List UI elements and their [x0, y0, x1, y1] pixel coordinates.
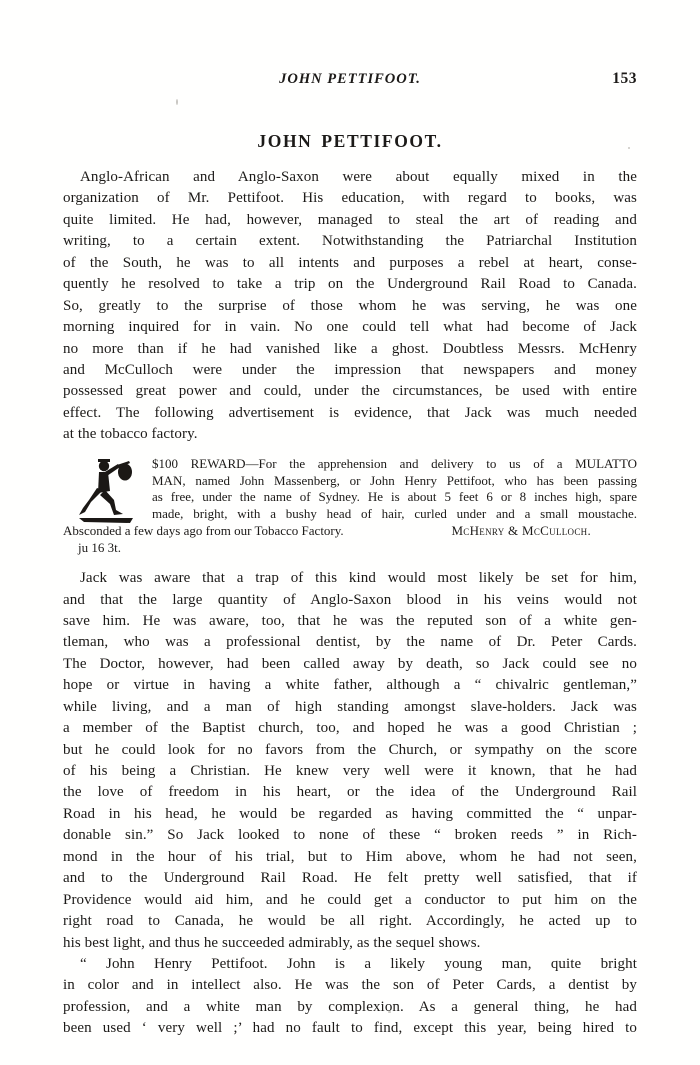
- text-line: profession, and a white man by complexion. As a general thing, he had: [63, 998, 637, 1015]
- text-line: and that the large quantity of Anglo-Saxon blood in his veins would not: [63, 591, 637, 608]
- ad-text-line: as free, under the name of Sydney. He is about 5 feet 6 or 8 inches high, spare: [152, 489, 637, 505]
- text-line: save him. He was aware, too, that he was the reputed son of a white gen-: [63, 612, 637, 629]
- paragraph-2-lines: [63, 568, 637, 932]
- ad-dateline: ju 16 3t.: [78, 540, 121, 556]
- paragraph-1-last-line: at the tobacco factory.: [63, 426, 198, 443]
- text-line: organization of Mr. Pettifoot. His education, with regard to books, was: [63, 190, 637, 207]
- text-line: while living, and a man of high standing amongst slave-holders. Jack was: [63, 698, 637, 715]
- paragraph-1: [63, 167, 637, 446]
- text-line: donable sin.” So Jack looked to none of these “ broken reeds ” in Rich-: [63, 827, 637, 844]
- text-line: mond in the hour of his trial, but to Him above, whom he had not seen,: [63, 848, 637, 865]
- text-line: Jack was aware that a trap of this kind would most likely be set for him,: [80, 570, 637, 587]
- text-line: no more than if he had vanished like a ghost. Doubtless Messrs. McHenry: [63, 340, 637, 357]
- text-line: in color and in intellect also. He was the son of Peter Cards, a dentist by: [63, 977, 637, 994]
- text-line: and to the Underground Rail Road. He felt pretty well satisfied, that if: [63, 870, 637, 887]
- text-line: quently he resolved to take a trip on the Underground Rail Road to Canada.: [63, 276, 637, 293]
- text-line: a member of the Baptist church, too, and hoped he was a good Christian ;: [63, 720, 637, 737]
- running-header-title: JOHN PETTIFOOT.: [279, 71, 421, 87]
- runaway-figure-icon: [73, 457, 149, 525]
- text-line: tleman, who was a professional dentist, by the name of Dr. Peter Cards.: [63, 634, 637, 651]
- text-line: morning inquired for in vain. No one could tell what had become of Jack: [63, 319, 637, 336]
- page-number: 153: [612, 70, 637, 87]
- text-line: The Doctor, however, had been called away by death, so Jack could see no: [63, 655, 637, 672]
- paragraph-2: [63, 568, 637, 954]
- text-line: of his being a Christian. He knew very well were it known, that he had: [63, 763, 637, 779]
- ad-signature: McHenry & McCulloch.: [451, 523, 591, 539]
- text-line: been used ‘ very well ;’ had no fault to find, except this year, being hired to: [63, 1020, 637, 1037]
- ad-text-line: made, bright, with a bushy head of hair, curled under and a small moustache.: [152, 506, 637, 522]
- text-line: hope or virtue in having a white father, although a “ chivalric gentleman,”: [63, 677, 637, 694]
- paragraph-3-lines: [63, 954, 637, 1040]
- text-line: but he could look for no favors from the Church, or sympathy on the score: [63, 741, 637, 758]
- text-line: possessed great power and could, under the circumstances, be used with entire: [63, 383, 637, 400]
- ad-absconded-text: Absconded a few days ago from our Tobacco Factory.: [63, 523, 344, 539]
- ad-text-line: $100 REWARD—For the apprehension and delivery to us of a MULATTO: [152, 455, 637, 471]
- text-line: Anglo-African and Anglo-Saxon were about equally mixed in the: [80, 169, 637, 185]
- text-line: right road to Canada, he would be all right. Accordingly, he acted up to: [63, 913, 637, 930]
- text-line: “ John Henry Pettifoot. John is a likely young man, quite bright: [80, 955, 637, 972]
- text-line: Providence would aid him, and he could get a conductor to put him on the: [63, 891, 637, 908]
- text-line: Road in his head, he would be regarded as having committed the “ unpar-: [63, 805, 637, 822]
- text-line: and McCulloch were under the impression that newspapers and money: [63, 361, 637, 378]
- text-line: writing, to a certain extent. Notwithstanding the Patriarchal Institution: [63, 233, 637, 250]
- paragraph-3: [63, 954, 637, 1040]
- running-header: [63, 70, 637, 88]
- ad-footer-line: [63, 523, 637, 540]
- text-line: the love of freedom in his heart, or the idea of the Underground Rail: [63, 784, 637, 801]
- text-block: [63, 70, 637, 1040]
- ad-text-line: MAN, named John Massenberg, or John Henry Pettifoot, who has been passing: [152, 472, 637, 488]
- paragraph-1-lines: [63, 167, 637, 424]
- reward-ad-lines: [63, 456, 637, 524]
- text-line: quite limited. He had, however, managed to steal the art of reading and: [63, 211, 637, 228]
- reward-advertisement: [63, 456, 637, 557]
- text-line: effect. The following advertisement is evidence, that Jack was much needed: [63, 404, 637, 421]
- chapter-title: JOHN PETTIFOOT.: [257, 131, 443, 151]
- text-line: So, greatly to the surprise of those whom he was serving, he was one: [63, 297, 637, 314]
- paragraph-2-last-line: his best light, and thus he succeeded admirably, as the sequel shows.: [63, 934, 481, 951]
- text-line: of the South, he was to all intents and purposes a rebel at heart, conse-: [63, 254, 637, 271]
